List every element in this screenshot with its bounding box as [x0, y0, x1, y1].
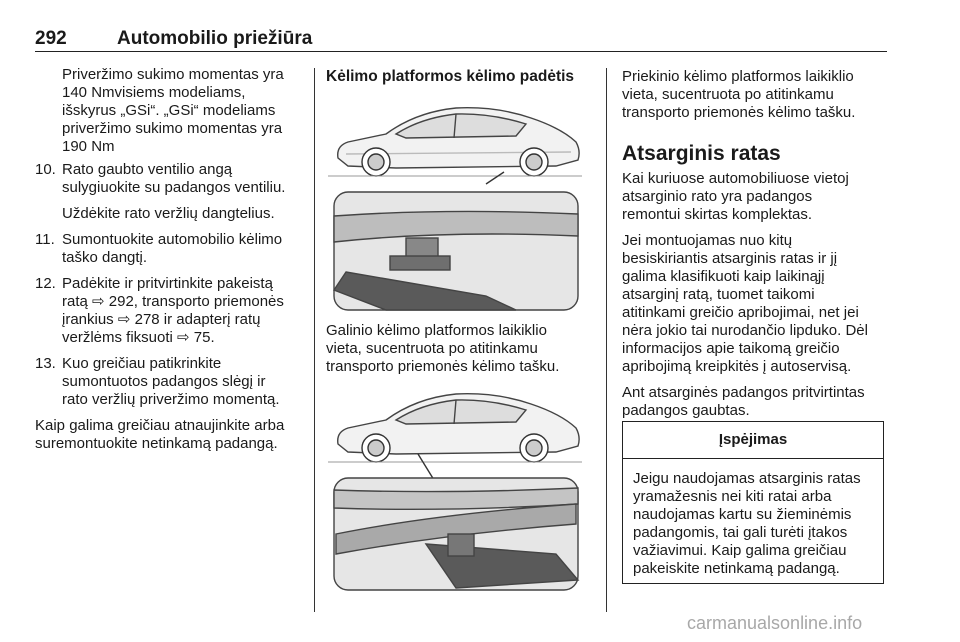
watermark: carmanualsonline.info [687, 613, 863, 633]
text-line: remontui skirtas komplektas. [622, 206, 813, 223]
detail-inset [334, 478, 578, 590]
rear-wheel [362, 148, 390, 176]
step-10-extra: Uždėkite rato veržlių dangtelius. [62, 205, 275, 222]
step-number: 11. [35, 231, 55, 248]
text-line: 190 Nm [62, 138, 115, 155]
front-lift-point-illustration [326, 384, 586, 594]
text-line: atitinkami greičio apribojimai, net jei [622, 304, 859, 321]
warning-title: Įspėjimas [623, 422, 883, 459]
text-line: Jei montuojamas nuo kitų [622, 232, 793, 249]
left-column [35, 66, 303, 453]
warning-body [633, 470, 879, 578]
step-13 [35, 355, 303, 409]
text-line: Kaip galima greičiau atnaujinkite arba [35, 417, 285, 434]
text-line: veržlėms fiksuoti ⇨ 75. [62, 329, 215, 346]
text-line: suremontuokite netinkamą padangą. [35, 435, 278, 452]
text-line: Priekinio kėlimo platformos laikiklio [622, 68, 854, 85]
step-12 [35, 275, 303, 347]
column-divider-right [606, 68, 607, 612]
step-10 [35, 161, 303, 197]
text-line: galima klasifikuoti kaip laikinąjį [622, 268, 825, 285]
text-line: Ant atsarginės padangos pritvirtintas [622, 384, 865, 401]
text-line: Jeigu naudojamas atsarginis ratas [633, 470, 861, 487]
step-number: 13. [35, 355, 56, 372]
text-line: nėra jokio tai nurodančio lipduko. Dėl [622, 322, 868, 339]
text-line: yramažesnis nei kiti ratai arba [633, 488, 832, 505]
text-line: Sumontuokite automobilio kėlimo [62, 231, 283, 248]
text-line: 140 Nmvisiems modeliams, [62, 84, 246, 101]
text-line: besiskiriantis atsarginis ratas ir jį [622, 250, 838, 267]
step-number: 12. [35, 275, 56, 292]
text-line: sumontuotos padangos slėgį ir [62, 373, 266, 390]
page-title: Automobilio priežiūra [117, 28, 313, 49]
text-line: vieta, sucentruota po atitinkamu [326, 340, 538, 357]
cross-reference-arrow-icon[interactable]: ⇨ [92, 293, 105, 310]
section-heading: Kėlimo platformos kėlimo padėtis [326, 68, 575, 85]
continued-step-text [35, 66, 303, 156]
text-line: Kuo greičiau patikrinkite [62, 355, 222, 372]
text-line: naudojamas kartu su žieminėmis [633, 506, 852, 523]
text-line: išskyrus „GSi“. „GSi“ modeliams [62, 102, 276, 119]
text-line: apribojimą kreipkitės į autoservisą. [622, 358, 852, 375]
car-lift-diagram [326, 384, 586, 594]
right-column [622, 68, 888, 420]
warning-box [622, 421, 884, 584]
middle-column-heading [326, 68, 596, 86]
text-line: transporto priemonės kėlimo tašku. [326, 358, 560, 375]
middle-caption [326, 322, 596, 376]
text-line: padangos gaubtas. [622, 402, 750, 419]
text-line: Priveržimo sukimo momentas yra [62, 66, 284, 83]
column-divider-left [314, 68, 315, 612]
text-line: padangomis, tai gali turėti įtakos [633, 524, 848, 541]
front-lift-caption [622, 68, 888, 122]
text-line: Galinio kėlimo platformos laikiklio [326, 322, 547, 339]
step-number: 10. [35, 161, 56, 178]
rear-lift-point-illustration [326, 96, 586, 314]
text-line: sulygiuokite su padangos ventiliu. [62, 179, 286, 196]
closing-paragraph [35, 417, 303, 453]
text-line: įrankius ⇨ 278 ir adapterį ratų [62, 311, 261, 328]
text-line: priveržimo sukimo momentas yra [62, 120, 283, 137]
text-line: važiavimui. Kaip galima greičiau [633, 542, 847, 559]
text-line: transporto priemonės kėlimo tašku. [622, 104, 856, 121]
paragraph [622, 170, 888, 224]
text-line: atsarginio rato yra padangos [622, 188, 813, 205]
paragraph [622, 384, 888, 420]
step-11 [35, 231, 303, 267]
cross-reference-arrow-icon[interactable]: ⇨ [117, 311, 131, 328]
rear-wheel [362, 434, 390, 462]
text-line: pakeiskite netinkamą padangą. [633, 560, 840, 577]
text-line: taško dangtį. [62, 249, 148, 266]
text-line: vieta, sucentruota po atitinkamu [622, 86, 834, 103]
detail-inset [334, 192, 578, 310]
page-number: 292 [35, 28, 67, 49]
front-wheel [520, 434, 548, 462]
section-title: Atsarginis ratas [622, 142, 781, 165]
text-line: Padėkite ir pritvirtinkite pakeistą [62, 275, 273, 292]
text-line: rato veržlių priveržimo momentą. [62, 391, 280, 408]
front-wheel [520, 148, 548, 176]
header-rule [35, 51, 887, 52]
text-line: Kai kuriuose automobiliuose vietoj [622, 170, 849, 187]
text-line: informacijos apie taikomą greičio [622, 340, 840, 357]
text-line: ratą ⇨ 292, transporto priemonės [62, 293, 284, 310]
text-line: atsarginį ratą, tuomet taikomi [622, 286, 815, 303]
car-lift-diagram [326, 96, 586, 314]
text-line: Rato gaubto ventilio angą [62, 161, 233, 178]
paragraph [622, 232, 888, 376]
cross-reference-arrow-icon[interactable]: ⇨ [177, 329, 190, 346]
